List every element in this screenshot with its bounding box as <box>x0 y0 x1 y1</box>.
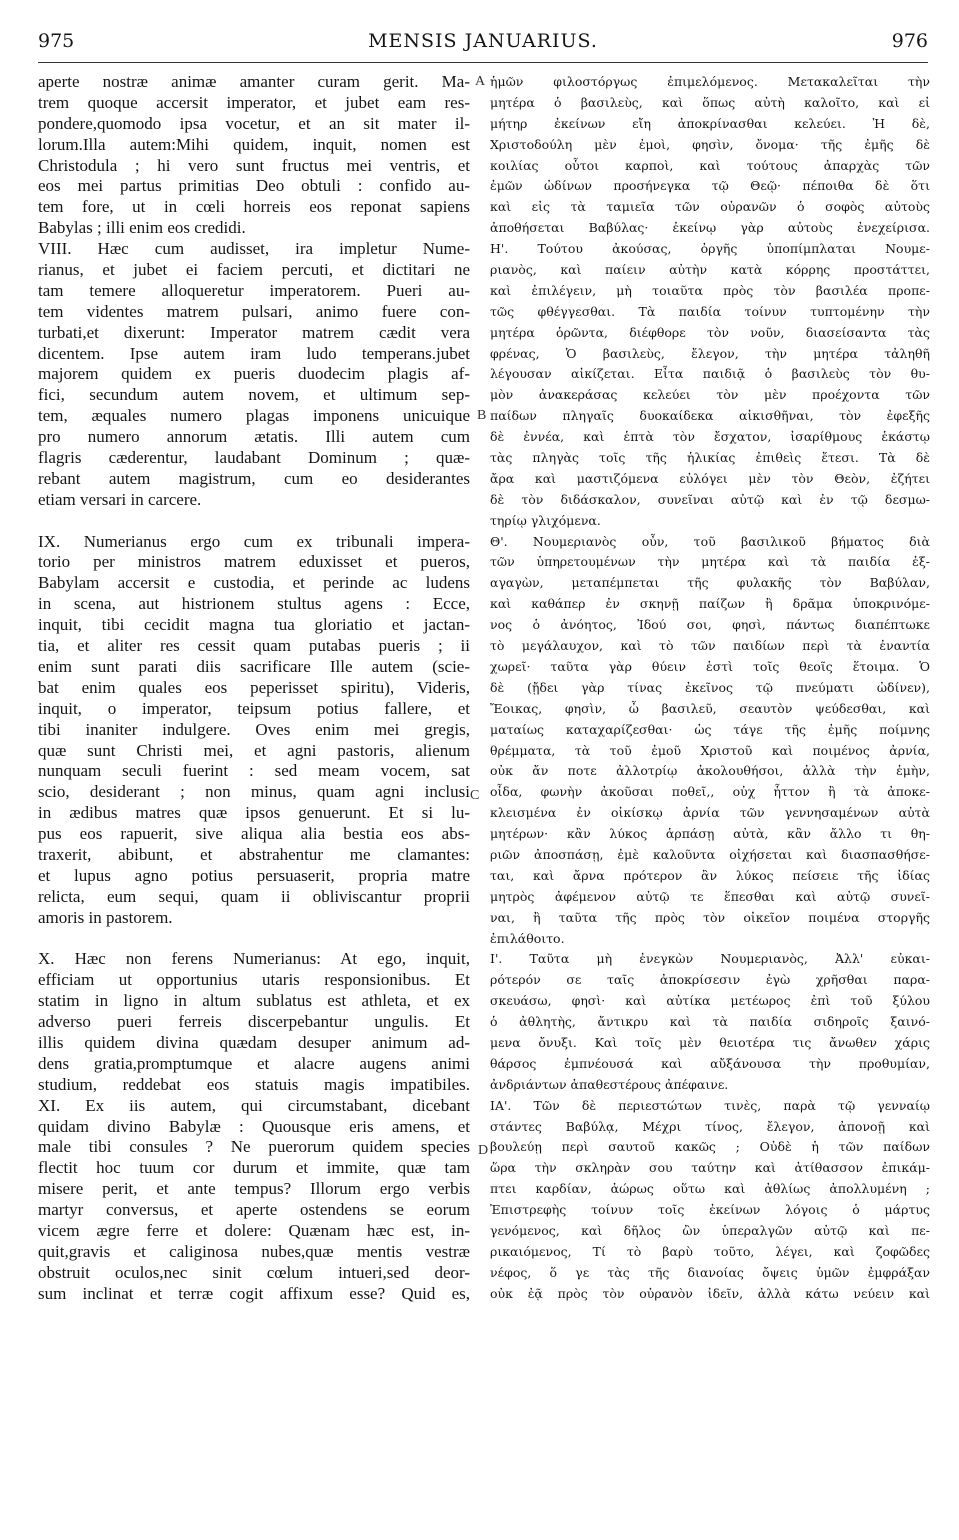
greek-text-line: ριῶν ἀποσπάσῃ, ἐμὲ καλοῦντα οἰχήσεται καὶ διασπασθήσε- <box>490 846 930 862</box>
greek-text-line: οἶδα, φωνὴν ἀκοῦσαι ποθεῖ,, οὐχ ἧττον ἢ τὰ ἀποκε- <box>490 784 930 800</box>
latin-text-line: amoris in pastorem. <box>38 907 173 927</box>
greek-text-line: ἐμῶν ὠδίνων προσήνεγκα τῷ Θεῷ· πέποιθα δὲ ὅτι <box>490 178 930 194</box>
latin-text-line: pondere,quomodo ipsa vocetur, et an sit mater il- <box>38 113 470 133</box>
greek-text-line: παίδων πληγαῖς δυοκαίδεκα αἰκισθῆναι, τὸν ἐφεξῆς <box>490 408 930 424</box>
latin-text-line: male tibi consules ? Ne puerorum quidem species <box>38 1137 470 1157</box>
greek-text-line: ριανὸς, καὶ παίειν αὐτὴν κατὰ κόρρης προστάττει, <box>490 262 930 278</box>
latin-text-line: IX. Numerianus ergo cum ex tribunali impera- <box>38 531 470 551</box>
page-title: MENSIS JANUARIUS. <box>368 30 598 52</box>
greek-text-line: τὰς πληγὰς τοῖς τῆς ἡλικίας ἐπιθεὶς ἔτεσι. Τὰ δὲ <box>490 450 930 466</box>
latin-text-line: etiam versari in carcere. <box>38 489 202 509</box>
latin-text-line: inquit, tibi cecidit magna tua gloriatio et jactan- <box>38 615 470 635</box>
latin-text-line: tam temere alloqueretur imperatorem. Pueri au- <box>38 280 470 300</box>
greek-text-line: μὸν ἀνακεράσας κελεύει τὸν μὲν προέχοντα τῶν <box>490 387 930 403</box>
greek-text-line: δὲ τὸν διδάσκαλον, συνεῖναι αὐτῷ καὶ ἐν τῷ δεσμω- <box>490 491 930 507</box>
greek-text-line: θάρσος ἐμπνέουσά καὶ αὔξάνουσα τὴν προθυμίαν, <box>490 1055 930 1071</box>
greek-text-line: Θ'. Νουμεριανὸς οὖν, τοῦ βασιλικοῦ βήματος διὰ <box>490 533 930 549</box>
greek-text-line: μητρὸς ἀφέμενον αὐτῷ τε ἕπεσθαι καὶ αὐτῷ συνεῖ- <box>490 888 930 904</box>
latin-text-line: tem videntes matrem pulsari, animo fuere con- <box>38 301 470 321</box>
greek-text-line: τὸ μεγάλαυχον, καὶ τὸ τῶν παιδίων περὶ τὰ ἐναντία <box>490 638 930 654</box>
latin-text-line: quit,gravis et caliginosa nubes,quæ mentis vestræ <box>38 1241 470 1261</box>
latin-text-line: relicta, eum sequi, quam ii obliviscantur proprii <box>38 886 470 906</box>
greek-text-line: ἐπιλάθοιτο. <box>490 930 565 946</box>
greek-text-line: μενα ὄνυξι. Καὶ τοῖς μὲν θειοτέρα τις ἄνωθεν χάρις <box>490 1034 930 1050</box>
latin-text-line: tem, æquales numero plagas imponens unicuique <box>38 406 470 426</box>
greek-text-line: ρικαιόμενος, Τί τὸ βαρὺ τοῦτο, λέγει, καὶ ζοφῶδες <box>490 1243 930 1259</box>
latin-text-line: trem quoque accersit imperator, et jubet eam res- <box>38 92 470 112</box>
latin-text-line: statim in ligno in altum sublatus est athleta, et ex <box>38 991 470 1011</box>
greek-text-line: τῶν ὑπηρετουμένων τὴν μητέρα καὶ τὰ παιδία ἐξ- <box>490 554 930 570</box>
latin-text-line: enim sunt parati diis sacrificare Ille autem (scie- <box>38 656 470 676</box>
header-rule <box>38 62 928 63</box>
latin-text-line: dens gratia,promptumque et alacre augens animi <box>38 1053 470 1073</box>
latin-text-line: dicentem. Ipse autem iram ludo temperans.jubet <box>38 343 470 363</box>
latin-text-line: traxerit, abibunt, et abstrahentur me clamantes: <box>38 844 470 864</box>
greek-text-line: καὶ εἰς τὰ ταμιεῖα τῶν οὐρανῶν ὁ σοφὸς αὐτοὺς <box>490 199 930 215</box>
latin-text-line: inquit, o imperator, teipsum potius fallere, et <box>38 698 470 718</box>
latin-text-line: tem fore, ut in cœli horreis eos reponat sapiens <box>38 197 470 217</box>
latin-text-line: flectit hoc tuum cor durum et immite, quæ tam <box>38 1158 470 1178</box>
latin-text-line: in ædibus matres quæ ipsos genuerunt. Et si lu- <box>38 803 470 823</box>
page-number-left: 975 <box>38 30 75 52</box>
latin-text-line: tia, et aliter res cessit quam putabas pueris ; ii <box>38 636 470 656</box>
latin-text-line: majorem quidem ex pueris duodecim plagis af- <box>38 364 470 384</box>
greek-text-line: θρέμματα, τὰ τοῦ ἐμοῦ Χριστοῦ καὶ ποιμένος ἀρνία, <box>490 742 930 758</box>
greek-text-line: οὐκ ἄν ποτε ἀλλοτρίῳ ἀκολουθήσοι, ἀλλὰ τὴν ἐμὴν, <box>490 763 930 779</box>
latin-text-line: Babylam accersit e custodia, et perinde ac ludens <box>38 573 470 593</box>
greek-text-line: ὥρα τὴν σκληρὰν σου ταύτην καὶ ἀτίθασσον ἐπικάμ- <box>490 1160 930 1176</box>
latin-text-line: Christodula ; hi vero sunt fructus mei ventris, et <box>38 155 470 175</box>
greek-text-line: αγαγὼν, μεταπέμπεται τῆς φυλακῆς τὸν Βαβύλαν, <box>490 575 930 591</box>
latin-text-line: pro numero annorum ætatis. Illi autem cum <box>38 427 470 447</box>
greek-text-line: κοιλίας οὗτοι καρποὶ, καὶ τούτους ἀπαρχὰς τῶν <box>490 157 930 173</box>
greek-text-line: χωρεῖ· ταῦτα γὰρ θύειν ἑστὶ τοῖς θεοῖς ἕτοιμα. Ὁ <box>490 658 930 674</box>
greek-text-line: τῶς φθέγγεσθαι. Τὰ παιδία τοίνυν τυπτομένην τὴν <box>490 303 930 319</box>
latin-text-line: bat enim quales eos peperisset spiritu), Videris, <box>38 677 470 697</box>
latin-text-line: lorum.Illa autem:Mihi quidem, inquit, nomen est <box>38 134 470 154</box>
latin-text-line: illis quidem divina quædam desuper animum ad- <box>38 1032 470 1052</box>
greek-text-line: μητέρα ὁ βασιλεὺς, καὶ ὅπως αὐτὴ καλοῖτο, καὶ εἰ <box>490 94 930 110</box>
latin-text-line: efficiam ut opportunius utaris responsionibus. Et <box>38 970 470 990</box>
greek-text-line: οὐκ ἐᾷ πρὸς τὸν οὐρανὸν ἰδεῖν, ἀλλὰ κάτω νεύειν καὶ <box>490 1285 930 1301</box>
greek-text-line: ματαίως καταχαρίζεσθαι· ὡς τάγε τῆς ἐμῆς ποίμνης <box>490 721 930 737</box>
greek-text-line: Η'. Τούτου ἀκούσας, ὀργῆς ὑποπίμπλαται Νουμε- <box>490 241 930 257</box>
latin-text-line: XI. Ex iis autem, qui circumstabant, dicebant <box>38 1095 470 1115</box>
greek-text-line: ἀνδριάντων ἀπαθεστέρους ἀπέφαινε. <box>490 1076 729 1092</box>
greek-text-line: ρότερόν σε ταῖς ἀποκρίσεσιν ἐγὼ χρῆσθαι παρα- <box>490 972 930 988</box>
greek-text-line: ἀποθήσεται Βαβύλας· ἐκείνῳ γὰρ αὐτοὺς ἐνεχείρισα. <box>490 220 930 236</box>
latin-text-line: sum inclinat et terræ cogit affixum esse? Quid es, <box>38 1283 470 1303</box>
latin-text-line: VIII. Hæc cum audisset, ira impletur Nume- <box>38 239 470 259</box>
running-header <box>38 30 928 56</box>
greek-text-line: ναι, ἢ ταῦτα τῆς πρὸς τὸν οἰκεῖον ποιμένα στοργῆς <box>490 909 930 925</box>
latin-text-line: martyr conversus, et aperte ostendens se eorum <box>38 1200 470 1220</box>
greek-text-line: καὶ καθάπερ ἐν σκηνῇ παίζων ἢ δρᾶμα ὑποκρινόμε- <box>490 596 930 612</box>
greek-text-line: νος ὁ ἀνόητος, Ἰδού σοι, φησὶ, πάντως διαπέπτωκε <box>490 617 930 633</box>
latin-text-line: fici, secundum autem novem, et ultimum sep- <box>38 385 470 405</box>
latin-text-line: nunquam seculi fuerint : sed meam vocem, sat <box>38 761 470 781</box>
greek-text-line: κλεισμένα ἐν οἰκίσκῳ ἀρνία τῶν γεννησαμένων αὐτὰ <box>490 805 930 821</box>
greek-text-line: τηρίῳ γλιχόμενα. <box>490 512 601 528</box>
latin-text-line: X. Hæc non ferens Numerianus: At ego, inquit, <box>38 949 470 969</box>
greek-text-line: δὲ ἐννέα, καὶ ἑπτὰ τὸν ἔσχατον, ἰσαρίθμους ἑκάστῳ <box>490 429 930 445</box>
greek-text-line: γενόμενος, καὶ δῆλος ὢν ὑπεραλγῶν αὐτῷ καὶ πε- <box>490 1222 930 1238</box>
greek-text-line: Ἐπιστρεφὴς τοίνυν τοῖς ἐκείνων λόγοις ὁ μάρτυς <box>490 1202 930 1218</box>
greek-text-line: Ἔοικας, φησὶν, ὦ βασιλεῦ, σεαυτὸν ψεύδεσθαι, καὶ <box>490 700 930 716</box>
latin-text-line: Babylas ; illi enim eos credidi. <box>38 218 246 238</box>
latin-text-line <box>38 929 470 950</box>
latin-text-line: obstruit oculos,nec sinit cœlum intueri,sed deor- <box>38 1262 470 1282</box>
greek-text-line: ΙΑ'. Τῶν δὲ περιεστώτων τινὲς, παρὰ τῷ γενναίῳ <box>490 1097 930 1113</box>
greek-text-line: βουλεύῃ περὶ σαυτοῦ κακῶς ; Οὐδὲ ἡ τῶν παίδων <box>490 1139 930 1155</box>
latin-text-line: aperte nostræ animæ amanter curam gerit. Ma- <box>38 72 470 91</box>
latin-text-line: flagris cæderentur, laudabant Dominum ; quæ- <box>38 448 470 468</box>
greek-text-line: μήτηρ ἐκείνων εἴη ἀποκρίνασθαι κελεύει. Ἡ δὲ, <box>490 115 930 131</box>
latin-text-line: tibi inaniter indulgere. Oves enim mei gregis, <box>38 719 470 739</box>
latin-text-line: misere perit, et ante tempus? Illorum ergo verbis <box>38 1179 470 1199</box>
latin-text-line: vicem ægre ferre et dolere: Quænam hæc est, in- <box>38 1220 470 1240</box>
greek-text-line: νέφος, ὅ γε τὰς τῆς διανοίας ὄψεις ὑμῶν ἐμφράξαν <box>490 1264 930 1280</box>
greek-text-line: δὲ (ᾔδει γὰρ τίνας ἐκεῖνος τῷ πνεύματι ὠδίνεν), <box>490 679 930 695</box>
latin-text-line: rianus, et jubet ei faciem percuti, et dictitari ne <box>38 260 470 280</box>
latin-text-line: scio, desiderant ; non minus, quam agni inclusi <box>38 782 470 802</box>
greek-text-line: ἄρα καὶ μαστιζόμενα εὐλόγει μὲν τὸν Θεὸν, ἐζήτει <box>490 470 930 486</box>
greek-text-line: λέγουσαν αἰκίζεται. Εἶτα παιδιᾷ ὁ βασιλεὺς τὸν θυ- <box>490 366 930 382</box>
latin-text-line: quæ sunt Christi mei, et agni pastoris, alienum <box>38 740 470 760</box>
greek-text-line: μητέρων· κἂν λύκος ἁρπάσῃ αὐτὰ, κἂν ἄλλο τι θη- <box>490 826 930 842</box>
latin-text-line: in scena, aut histrionem stultus agens : Ecce, <box>38 594 470 614</box>
greek-text-line: ἡμῶν φιλοστόργως ἐπιμελόμενος. Μετακαλεῖται τὴν <box>490 74 930 89</box>
greek-text-line: στάντες Βαβύλᾳ, Μέχρι τίνος, ἔλεγον, ἀπονοῇ καὶ <box>490 1118 930 1134</box>
greek-text-line: φρένας, Ὁ βασιλεὺς, ἔλεγον, τὴν μητέρα τἀληθῆ <box>490 345 930 361</box>
greek-text-line: σκευάσω, φησὶ· καὶ αὐτίκα μετέωρος ἐπὶ τοῦ ξύλου <box>490 993 930 1009</box>
latin-text-line: pus eos rapuerit, sive aliqua alia bestia eos abs- <box>38 824 470 844</box>
latin-text-line: quidam divino Babylæ : Quousque eris amens, et <box>38 1116 470 1136</box>
latin-text-line: turbati,et dixerunt: Imperator matrem cædit vera <box>38 322 470 342</box>
greek-text-line: πτει καρδίαν, ἀώρως οὕτω καὶ ἀθλίως ἀπολλυμένη ; <box>490 1181 930 1197</box>
greek-column <box>490 72 930 1305</box>
margin-marker-a: A <box>475 74 486 89</box>
latin-text-line: adverso pueri ferreis discerpebantur ungulis. Et <box>38 1012 470 1032</box>
latin-text-line: torio per ministros matrem eduxisset et pueros, <box>38 552 470 572</box>
greek-text-line: ται, καὶ ἄρνα πρότερον ἂν λύκος πείσειε τῆς ἰδίας <box>490 867 930 883</box>
greek-text-line: Χριστοδούλη μὲν ἐμοὶ, φησὶν, ὄνομα· τῆς ἐμῆς δὲ <box>490 136 930 152</box>
latin-text-line <box>38 511 470 532</box>
greek-text-line: καὶ ἐπιλέγειν, μὴ τοιαῦτα πρὸς τὸν βασιλέα προπε- <box>490 282 930 298</box>
greek-text-line: ὁ ἀθλητὴς, ἄντικρυ καὶ τὰ παιδία σιδηροῖς ξαινό- <box>490 1014 930 1030</box>
latin-text-line: eos mei partus primitias Deo obtuli : confido au- <box>38 176 470 196</box>
margin-marker-d: D <box>478 1143 489 1158</box>
latin-column <box>38 72 470 1305</box>
latin-text-line: rebant autem magistrum, cum eo desiderantes <box>38 468 470 488</box>
margin-marker-b: B <box>477 408 487 423</box>
greek-text-line: Ι'. Ταῦτα μὴ ἐνεγκὼν Νουμεριανὸς, Ἀλλ' εὐκαι- <box>490 951 930 967</box>
latin-text-line: et lupus agno potius persuaserit, propria matre <box>38 865 470 885</box>
latin-text-line: studium, reddebat eos statuis magis impatibiles. <box>38 1074 470 1094</box>
margin-marker-c: C <box>470 788 480 803</box>
page-number-right: 976 <box>891 30 928 52</box>
greek-text-line: μητέρα ὁρῶντα, διέφθορε τὸν νοῦν, διασείσαντα τὰς <box>490 324 930 340</box>
